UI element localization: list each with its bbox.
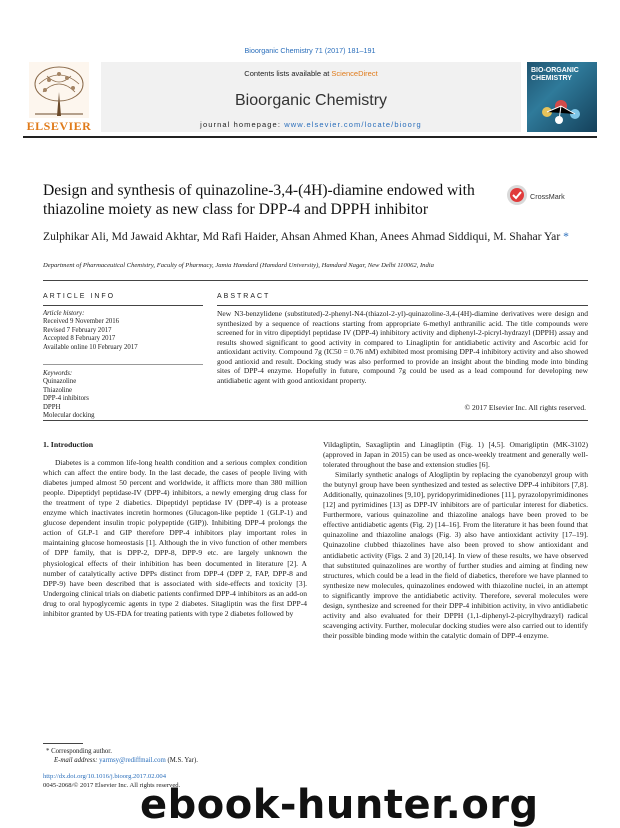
homepage-link[interactable]: www.elsevier.com/locate/bioorg [284, 120, 422, 129]
abstract-text: New N3-benzylidene (substituted)-2-phenyl-N4-(thiazol-2-yl)-quinazoline-3,4-(4H)-diamine derivatives were design and synthesized by a sequence of reactions starting from appropriate 6-methyl anthranilic acid. The title compounds were screened for in vitro dipeptidyl peptidase IV (DPP-4) inhibitory activity and diphenyl-2-picryl-hydrazyl (DPPH) assay and results showed significant to good activity in compared to Linagliptin for antidiabetic activity and Ascorbic acid for antioxidant activity. Compound 7g (IC50 = 0.76 nM) exhibited most promising DPP-4 inhibitory activity and also showed good antioxid and result. Docking study was also performed to provide an insight about the binding mode into binding sites of DPP-4 enzyme. Hopefully in future, compound 7g could be used as a lead compound for developing new antidiabetic agent with good antioxidant property. [217, 309, 588, 385]
header-rule [23, 136, 597, 138]
sciencedirect-link[interactable]: ScienceDirect [331, 69, 378, 78]
journal-homepage [101, 120, 521, 129]
body-left-column [43, 440, 307, 619]
affiliation: Department of Pharmaceutical Chemistry, Faculty of Pharmacy, Jamia Hamdard (Hamdard University), Hamdard Nagar, New Delhi 110062, India [43, 262, 434, 269]
journal-info-box [101, 62, 521, 132]
authors-text: Zulphikar Ali, Md Jawaid Akhtar, Md Rafi Haider, Ahsan Ahmed Khan, Anees Ahmad Siddiqui, M. Shahar Yar [43, 230, 561, 243]
abstract-rule [217, 305, 588, 306]
keyword: DPP-4 inhibitors [43, 395, 89, 403]
body-paragraph: Vildagliptin, Saxagliptin and Linagliptin (Fig. 1) [4,5]. Omarigliptin (MK-3102) (approved in Japan in 2015) can be used as once-weekly treatment and generally well-tolerated throughout the base and extension studies [6]. [323, 440, 588, 470]
body-paragraph: Similarly synthetic analogs of Alogliptin by replacing the cyanobenzyl group with the butynyl group have been synthesized and tested as selective DPP-4 inhibitors [7,8]. Additionally, quinazolines [9,10], pyridopyrimidinediones [11], pyrazolopyrimidinones [12] and pyrimidines [13] as DPP-IV inhibitors are of particular interest for diabetics. Furthermore, various quinazoline and thiazoline analogs have been proved to be effective antidiabetic agents (Fig. 2) [14–16]. From the literature it has been found that quinazoline and thiazoline analogs (Fig. 3) also have antioxidant activity [17–19]. Quinazoline clubbed thiazolines have also been proved to show antioxidant and antidiabetic activity (Figs. 2 and 3) [20,14]. In view of these results, we have observed that substituted quinazolines are worthy of further studies and aiming at finding new structures, which could be a lead in the field of diabetics, therefore we have planned to synthesize new molecules, quinazolines endowed with thiazoline nuclei, in an attempt to significantly improve the antidiabetic activity. Therefore, several molecules were design, synthesize and screened for their DPP-4 inhibition activity, in vivo antidiabetic activity and also evaluated for their DPPH (1,1-diphenyl-2-picrylhydrazyl) radical scavenging activity. Further, molecular docking studies were also carried out to identify their possible binding mode within the catalytic domain of DPP-4 enzyme. [323, 470, 588, 640]
history-item: Accepted 8 February 2017 [43, 335, 116, 343]
history-heading: Article history: [43, 310, 85, 317]
body-right-column [323, 440, 588, 641]
cover-title: BIO-ORGANIC CHEMISTRY [531, 67, 579, 82]
affiliation-rule [43, 280, 588, 281]
watermark-text: ebook-hunter.org [140, 782, 539, 828]
contents-prefix: Contents lists available at [244, 69, 330, 78]
crossmark-badge[interactable] [506, 182, 576, 214]
article-history [43, 310, 203, 352]
contents-line [101, 69, 521, 78]
keyword: Thiazoline [43, 386, 73, 394]
abstract-label: ABSTRACT [217, 293, 271, 300]
abstract-copyright: © 2017 Elsevier Inc. All rights reserved. [464, 403, 586, 412]
doi-link[interactable]: http://dx.doi.org/10.1016/j.bioorg.2017.02.004 [43, 773, 167, 780]
crossmark-label: CrossMark [530, 192, 565, 201]
molecule-graphic-icon [537, 94, 587, 126]
journal-header [23, 62, 597, 132]
keyword: Quinazoline [43, 378, 77, 386]
history-item: Available online 10 February 2017 [43, 343, 138, 351]
keyword: DPPH [43, 403, 61, 411]
footnote-rule [43, 743, 83, 744]
keyword: Molecular docking [43, 412, 95, 420]
abstract-end-rule [43, 420, 588, 421]
history-item: Received 9 November 2016 [43, 318, 120, 326]
elsevier-tree-icon [29, 62, 89, 118]
footnote-mark: * [46, 748, 50, 755]
author-list [43, 229, 583, 245]
elsevier-logo[interactable] [23, 62, 95, 134]
article-title: Design and synthesis of quinazoline-3,4-(4H)-diamine endowed with thiazoline moiety as new class for DPP-4 and DPPH inhibitor [43, 182, 475, 218]
corresponding-author-link[interactable]: * [563, 230, 569, 243]
corresponding-label: Corresponding author. [51, 748, 112, 755]
journal-title: Bioorganic Chemistry [234, 92, 388, 109]
body-paragraph: Diabetes is a common life-long health condition and a serious complex condition which can affect the entire body. In the last decade, the cases of people living with diabetes jumped almost 50 percent and worldwide, it afflicts more than 380 million people. Dipeptidyl peptidase-IV (DPP-4) inhibitors, a newly emerging drug class for the treatment of type 2 diabetics. Dipeptidyl peptidase IV (DPP-4) is a protease enzyme which inactivates incretin hormones (Glucagon-like peptide 1 (GLP-1) and glucose dependent insulin tropic polypeptide (GIP)). Inhibiting DPP-4 prolongs the action of GLP-1 and GIP therefore DPP-4 inhibitors play important roles in maintaining glucose homeostasis [1]. Although the in vivo function of other members of DPP family, that is DPP-2, DPP-8, DPP-9 etc. are largely unknown the physiological effects of their inhibition has been documented in literature [2]. A number of catalytically active DPPs distinct from DPP-4 (DPP 2, FAP, DPP-8 and DPP-9) have been described that is associated with side-effects and toxicity [3]. Undergoing clinical trials on diabetic patients confirmed DPP-4 inhibitors as an add-on drug to oral hypoglycemic agents in type 2 diabetes. Sitagliptin was the first DPP-4 inhibitor granted by US-FDA for treating patients with type 2 diabetes followed by [43, 458, 307, 618]
issn-line: 0045-2068/© 2017 Elsevier Inc. All rights reserved. [43, 781, 181, 789]
email-suffix: (M.S. Yar). [167, 757, 198, 764]
keywords-rule [43, 364, 203, 365]
crossmark-icon [506, 184, 528, 206]
history-item: Revised 7 February 2017 [43, 326, 112, 334]
journal-citation[interactable]: Bioorganic Chemistry 71 (2017) 181–191 [244, 46, 376, 55]
article-info-label: ARTICLE INFO [43, 293, 116, 300]
keywords [43, 370, 203, 420]
keywords-heading: Keywords: [43, 370, 73, 377]
corresponding-footnote [46, 747, 316, 765]
article-info-rule [43, 305, 203, 306]
section-heading: 1. Introduction [43, 440, 94, 449]
email-label: E-mail address: [54, 757, 98, 764]
journal-cover-image[interactable] [527, 62, 597, 132]
homepage-prefix: journal homepage: [200, 120, 281, 129]
elsevier-wordmark: ELSEVIER [26, 119, 92, 133]
email-link[interactable]: yarmsy@rediffmail.com [99, 757, 166, 764]
